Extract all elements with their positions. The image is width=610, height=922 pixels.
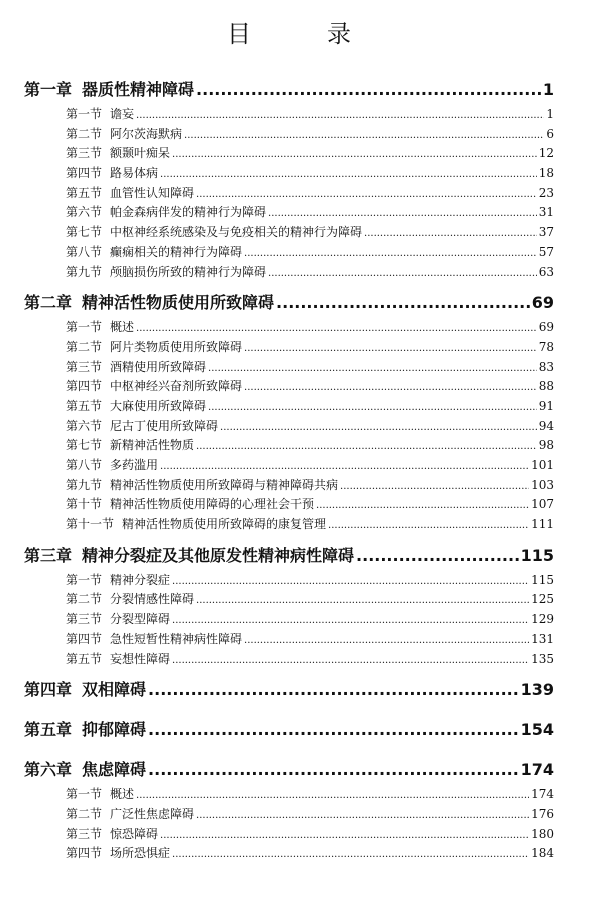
section-title: 场所恐惧症 — [110, 846, 171, 861]
section-page-number: 78 — [538, 339, 554, 354]
dot-leader — [172, 651, 529, 671]
section-row[interactable] — [66, 630, 554, 650]
dot-leader — [196, 79, 541, 101]
section-number: 第四节 — [66, 166, 103, 181]
dot-leader — [136, 319, 537, 339]
chapter-entry — [24, 759, 554, 874]
chapter-page-number: 115 — [520, 545, 554, 565]
section-row[interactable] — [66, 243, 554, 263]
section-page-number: 88 — [538, 379, 554, 394]
section-row[interactable] — [66, 184, 554, 204]
chapter-title: 精神分裂症及其他原发性精神病性障碍 — [82, 545, 355, 565]
section-number: 第二节 — [66, 806, 103, 821]
section-number: 第六节 — [66, 205, 103, 220]
chapter-row[interactable] — [24, 679, 554, 701]
dot-leader — [244, 378, 537, 398]
dot-leader — [208, 359, 537, 379]
dot-leader — [136, 106, 544, 126]
section-number: 第三节 — [66, 359, 103, 374]
section-row[interactable] — [66, 377, 554, 397]
section-page-number: 101 — [531, 458, 554, 472]
dot-leader — [172, 572, 529, 592]
section-page-number: 184 — [531, 846, 554, 861]
section-row[interactable] — [66, 417, 554, 437]
section-number: 第一节 — [66, 572, 103, 587]
section-page-number: 57 — [538, 244, 554, 259]
section-page-number: 31 — [538, 205, 554, 220]
section-number: 第五节 — [66, 651, 103, 666]
dot-leader — [196, 591, 529, 611]
section-row[interactable] — [66, 610, 554, 630]
section-page-number: 107 — [531, 497, 554, 512]
section-title: 概述 — [110, 320, 135, 335]
dot-leader — [244, 631, 529, 651]
section-row[interactable] — [66, 125, 554, 145]
section-number: 第十节 — [66, 497, 103, 512]
dot-leader — [364, 224, 537, 244]
chapter-number: 第六章 — [24, 760, 73, 780]
section-number: 第二节 — [66, 339, 103, 354]
section-row[interactable] — [66, 263, 554, 283]
section-title: 多药滥用 — [110, 458, 159, 472]
section-title: 精神活性物质使用所致障碍的康复管理 — [122, 517, 327, 532]
section-title: 中枢神经系统感染及与免疫相关的精神行为障碍 — [110, 225, 363, 240]
section-page-number: 6 — [546, 126, 554, 141]
dot-leader — [340, 477, 529, 497]
section-number: 第十一节 — [66, 517, 115, 532]
section-page-number: 135 — [531, 651, 554, 666]
section-number: 第七节 — [66, 438, 103, 453]
chapter-page-number: 1 — [542, 80, 554, 99]
chapter-row[interactable] — [24, 79, 554, 101]
section-title: 新精神活性物质 — [110, 438, 195, 453]
section-number: 第一节 — [66, 320, 103, 335]
chapter-title: 焦虑障碍 — [82, 760, 147, 780]
section-number: 第八节 — [66, 244, 103, 259]
dot-leader — [220, 418, 537, 438]
section-number: 第三节 — [66, 612, 103, 627]
chapter-entry — [24, 79, 554, 292]
chapter-title: 抑郁障碍 — [82, 720, 147, 740]
section-row[interactable] — [66, 144, 554, 164]
section-title: 阿片类物质使用所致障碍 — [110, 339, 243, 354]
section-page-number: 69 — [538, 320, 554, 335]
dot-leader — [136, 786, 529, 806]
dot-leader — [148, 759, 519, 781]
section-number: 第三节 — [66, 826, 103, 841]
section-title: 分裂情感性障碍 — [110, 592, 195, 607]
section-page-number: 129 — [531, 612, 554, 627]
section-title: 急性短暂性精神病性障碍 — [110, 631, 243, 646]
dot-leader — [160, 165, 537, 185]
section-number: 第六节 — [66, 418, 103, 433]
section-page-number: 83 — [538, 359, 554, 374]
section-row[interactable] — [66, 590, 554, 610]
chapter-number: 第二章 — [24, 293, 73, 313]
section-page-number: 23 — [538, 185, 554, 200]
chapter-page-number: 174 — [520, 760, 554, 780]
section-row[interactable] — [66, 338, 554, 358]
chapter-page-number: 154 — [520, 720, 554, 740]
section-title: 额颞叶痴呆 — [110, 146, 171, 161]
section-page-number: 174 — [531, 787, 554, 802]
dot-leader — [196, 806, 529, 826]
section-title: 尼古丁使用所致障碍 — [110, 418, 219, 433]
section-page-number: 37 — [538, 225, 554, 240]
section-title: 概述 — [110, 787, 135, 802]
section-number: 第四节 — [66, 846, 103, 861]
chapter-row[interactable] — [24, 759, 554, 781]
section-list — [24, 105, 554, 282]
chapter-number: 第一章 — [24, 80, 73, 99]
section-number: 第四节 — [66, 631, 103, 646]
dot-leader — [328, 516, 529, 536]
section-row[interactable] — [66, 805, 554, 825]
section-number: 第二节 — [66, 126, 103, 141]
section-page-number: 103 — [531, 477, 554, 492]
section-list — [24, 571, 554, 669]
section-page-number: 1 — [546, 107, 554, 121]
section-number: 第一节 — [66, 107, 103, 121]
section-title: 癫痫相关的精神行为障碍 — [110, 244, 243, 259]
dot-leader — [196, 185, 537, 205]
section-page-number: 176 — [531, 806, 554, 821]
toc-list — [24, 79, 554, 874]
section-row[interactable] — [66, 223, 554, 243]
chapter-entry — [24, 719, 554, 759]
section-number: 第八节 — [66, 458, 103, 472]
section-page-number: 111 — [531, 517, 554, 532]
section-row[interactable] — [66, 785, 554, 805]
chapter-row[interactable] — [24, 292, 554, 314]
dot-leader — [172, 845, 529, 865]
section-row[interactable] — [66, 358, 554, 378]
dot-leader — [208, 398, 537, 418]
section-row[interactable] — [66, 515, 554, 535]
section-title: 分裂型障碍 — [110, 612, 171, 627]
section-row[interactable] — [66, 495, 554, 515]
section-page-number: 94 — [538, 418, 554, 433]
dot-leader — [160, 826, 529, 846]
chapter-title: 器质性精神障碍 — [82, 80, 195, 99]
section-number: 第九节 — [66, 477, 103, 492]
section-row[interactable] — [66, 456, 554, 476]
chapter-row[interactable] — [24, 719, 554, 741]
section-page-number: 91 — [538, 398, 554, 413]
section-title: 帕金森病伴发的精神行为障碍 — [110, 205, 267, 220]
chapter-row[interactable] — [24, 545, 554, 567]
section-number: 第一节 — [66, 787, 103, 802]
section-page-number: 12 — [538, 146, 554, 161]
section-page-number: 98 — [538, 438, 554, 453]
section-title: 中枢神经兴奋剂所致障碍 — [110, 379, 243, 394]
dot-leader — [276, 292, 530, 314]
section-page-number: 125 — [531, 592, 554, 607]
section-number: 第二节 — [66, 592, 103, 607]
section-page-number: 18 — [538, 166, 554, 181]
section-row[interactable] — [66, 476, 554, 496]
section-title: 路易体病 — [110, 166, 159, 181]
dot-leader — [244, 244, 537, 264]
dot-leader — [160, 457, 529, 477]
section-title: 血管性认知障碍 — [110, 185, 195, 200]
dot-leader — [196, 437, 537, 457]
section-row[interactable] — [66, 318, 554, 338]
chapter-page-number: 69 — [531, 293, 554, 313]
section-row[interactable] — [66, 397, 554, 417]
section-list — [24, 318, 554, 535]
dot-leader — [172, 145, 537, 165]
section-row[interactable] — [66, 650, 554, 670]
section-title: 精神活性物质使用所致障碍与精神障碍共病 — [110, 477, 339, 492]
section-title: 精神分裂症 — [110, 572, 171, 587]
section-page-number: 115 — [531, 572, 554, 587]
section-number: 第三节 — [66, 146, 103, 161]
section-row[interactable] — [66, 825, 554, 845]
chapter-entry — [24, 679, 554, 719]
chapter-page-number: 139 — [520, 680, 554, 700]
section-title: 阿尔茨海默病 — [110, 126, 183, 141]
chapter-number: 第五章 — [24, 720, 73, 740]
section-title: 酒精使用所致障碍 — [110, 359, 207, 374]
chapter-number: 第四章 — [24, 680, 73, 700]
dot-leader — [148, 719, 519, 741]
dot-leader — [268, 204, 537, 224]
section-title: 精神活性物质使用障碍的心理社会干预 — [110, 497, 315, 512]
section-title: 颅脑损伤所致的精神行为障碍 — [110, 264, 267, 279]
dot-leader — [172, 611, 529, 631]
chapter-entry — [24, 545, 554, 679]
section-row[interactable] — [66, 164, 554, 184]
dot-leader — [316, 496, 529, 516]
section-number: 第七节 — [66, 225, 103, 240]
section-list — [24, 785, 554, 864]
chapter-title: 双相障碍 — [82, 680, 147, 700]
section-page-number: 180 — [531, 826, 554, 841]
dot-leader — [148, 679, 519, 701]
section-title: 妄想性障碍 — [110, 651, 171, 666]
dot-leader — [268, 264, 537, 284]
section-row[interactable] — [66, 571, 554, 591]
toc-title: 目 录 — [227, 20, 377, 48]
section-page-number: 131 — [531, 631, 554, 646]
dot-leader — [184, 126, 544, 146]
chapter-title: 精神活性物质使用所致障碍 — [82, 293, 275, 313]
section-row[interactable] — [66, 203, 554, 223]
section-number: 第四节 — [66, 379, 103, 394]
section-title: 惊恐障碍 — [110, 826, 159, 841]
section-row[interactable] — [66, 436, 554, 456]
section-number: 第五节 — [66, 185, 103, 200]
section-row[interactable] — [66, 844, 554, 864]
section-row[interactable] — [66, 105, 554, 125]
dot-leader — [356, 545, 519, 567]
dot-leader — [244, 339, 537, 359]
chapter-number: 第三章 — [24, 545, 73, 565]
section-number: 第九节 — [66, 264, 103, 279]
section-number: 第五节 — [66, 398, 103, 413]
chapter-entry — [24, 292, 554, 545]
section-title: 谵妄 — [110, 107, 135, 121]
section-page-number: 63 — [538, 264, 554, 279]
section-title: 广泛性焦虑障碍 — [110, 806, 195, 821]
section-title: 大麻使用所致障碍 — [110, 398, 207, 413]
